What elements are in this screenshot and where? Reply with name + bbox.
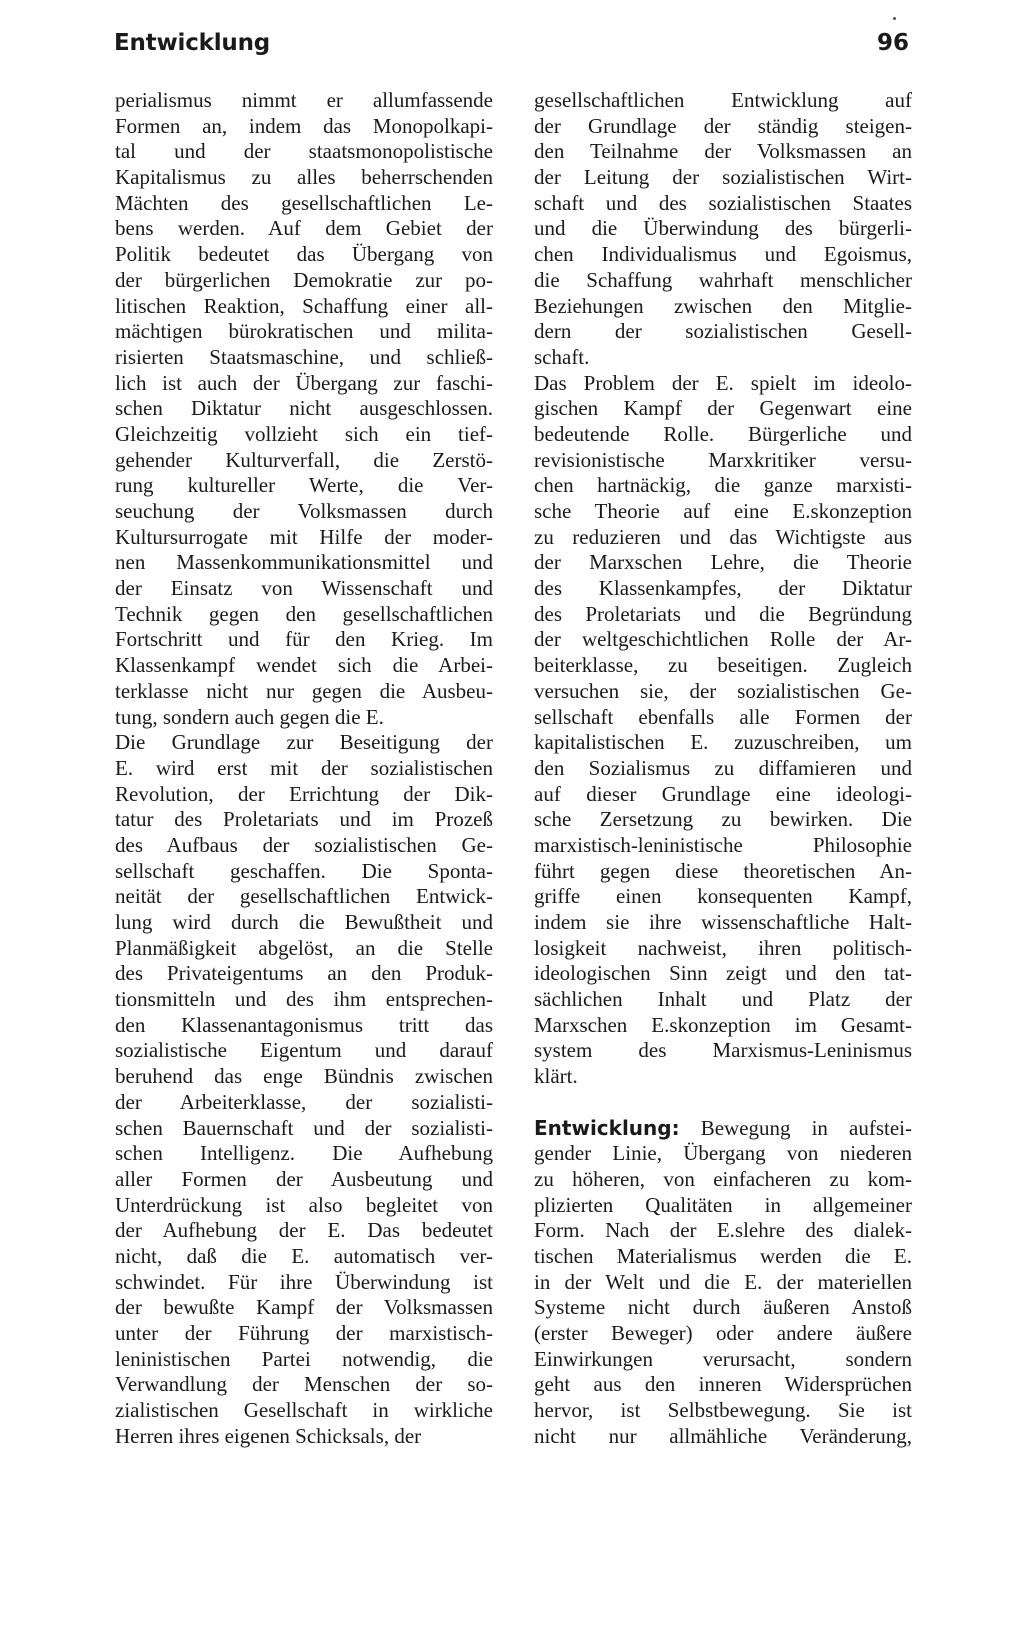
entry-headword: Entwicklung: [534, 1115, 680, 1140]
text-line: gender Linie, Übergang von niederen [534, 1141, 912, 1166]
text-line: litischen Reaktion, Schaffung einer all- [115, 293, 493, 318]
text-line: chen hartnäckig, die ganze marxisti- [534, 473, 912, 498]
print-speck [893, 17, 896, 20]
text-line: des Privateigentums an den Produk- [115, 961, 493, 986]
text-line: versuchen sie, der sozialistischen Ge- [534, 678, 912, 703]
text-line: in der Welt und die E. der materiellen [534, 1269, 912, 1294]
text-line: sche Theorie auf eine E.skonzeption [534, 499, 912, 523]
text-line: Herren ihres eigenen Schicksals, der [115, 1423, 422, 1448]
text-line: perialismus nimmt er allumfassende [115, 88, 493, 112]
text-line: schen Diktatur nicht ausgeschlossen. [115, 396, 493, 421]
text-line: Kultursurrogate mit Hilfe der moder- [115, 524, 493, 549]
text-line: schwindet. Für ihre Überwindung ist [115, 1269, 493, 1294]
text-line: seuchung der Volksmassen durch [115, 499, 493, 523]
text-line: indem sie ihre wissenschaftliche Halt- [534, 910, 912, 934]
text-line: Fortschritt und für den Krieg. Im [115, 627, 493, 652]
text-line: Formen an, indem das Monopolkapi- [115, 113, 493, 138]
text-line: der Marxschen Lehre, die Theorie [534, 550, 912, 575]
paragraph-gap [534, 1090, 912, 1116]
text-line: kapitalistischen E. zuzuschreiben, um [534, 730, 912, 755]
text-line: rung kultureller Werte, die Ver- [115, 473, 493, 498]
text-line: beruhend das enge Bündnis zwischen [115, 1064, 493, 1089]
text-line: lich ist auch der Übergang zur faschi- [115, 370, 493, 395]
text-line: der Arbeiterklasse, der sozialisti- [115, 1089, 493, 1114]
text-line: Die Grundlage zur Beseitigung der [115, 730, 493, 755]
text-line: terklasse nicht nur gegen die Ausbeu- [115, 678, 493, 703]
text-line: plizierten Qualitäten in allgemeiner [534, 1192, 912, 1217]
text-line: auf dieser Grundlage eine ideologi- [534, 781, 912, 806]
text-line: schen Bauernschaft und der sozialisti- [115, 1115, 493, 1140]
text-line: dern der sozialistischen Gesell- [534, 319, 912, 344]
text-line: des Proletariats und die Begründung [534, 601, 912, 626]
text-line: Klassenkampf wendet sich die Arbei- [115, 653, 493, 678]
text-line: leninistischen Partei notwendig, die [115, 1346, 493, 1371]
text-line: sellschaft ebenfalls alle Formen der [534, 704, 912, 729]
text-line: Unterdrückung ist also begleitet von [115, 1192, 493, 1217]
entry-first-line [534, 1116, 912, 1142]
text-line: tischen Materialismus werden die E. [534, 1243, 912, 1268]
text-line: die Schaffung wahrhaft menschlicher [534, 267, 912, 292]
text-line: hervor, ist Selbstbewegung. Sie ist [534, 1398, 912, 1423]
text-line: schen Intelligenz. Die Aufhebung [115, 1141, 493, 1166]
text-line: zu reduzieren und das Wichtigste aus [534, 524, 912, 549]
text-line: Einwirkungen verursacht, sondern [534, 1346, 912, 1371]
text-line: (erster Beweger) oder andere äußere [534, 1321, 912, 1345]
text-line: des Klassenkampfes, der Diktatur [534, 576, 912, 601]
text-line: sche Zersetzung zu bewirken. Die [534, 807, 912, 832]
running-head-keyword: Entwicklung [114, 30, 271, 56]
text-line: sächlichen Inhalt und Platz der [534, 987, 912, 1012]
text-line: gischen Kampf der Gegenwart eine [534, 396, 912, 421]
text-line: Systeme nicht durch äußeren Anstoß [534, 1295, 912, 1320]
text-line: ideologischen Sinn zeigt und den tat- [534, 961, 912, 986]
text-line: Technik gegen den gesellschaftlichen [115, 601, 493, 626]
text-line: lung wird durch die Bewußtheit und [115, 910, 493, 934]
text-line: Kapitalismus zu alles beherrschenden [115, 165, 493, 190]
text-line: chen Individualismus und Egoismus, [534, 242, 912, 267]
text-line: risierten Staatsmaschine, und schließ- [115, 344, 493, 369]
text-line: der weltgeschichtlichen Rolle der Ar- [534, 627, 912, 652]
text-line: nicht nur allmähliche Veränderung, [534, 1423, 912, 1448]
text-line: klärt. [534, 1064, 578, 1089]
text-line: den Klassenantagonismus tritt das [115, 1012, 493, 1037]
text-line: nicht, daß die E. automatisch ver- [115, 1243, 493, 1268]
text-line: nen Massenkommunikationsmittel und [115, 550, 493, 575]
text-line: system des Marxismus-Leninismus [534, 1038, 912, 1063]
right-text-column [534, 88, 912, 1449]
text-line: unter der Führung der marxistisch- [115, 1321, 493, 1345]
text-line: des Aufbaus der sozialistischen Ge- [115, 832, 493, 857]
text-line: tatur des Proletariats und im Prozeß [115, 807, 493, 832]
text-line: sozialistische Eigentum und darauf [115, 1038, 493, 1063]
text-line: beiterklasse, zu beseitigen. Zugleich [534, 653, 912, 678]
text-line: mächtigen bürokratischen und milita- [115, 319, 493, 344]
text-line: schaft. [534, 344, 590, 369]
page-number: 96 [877, 30, 910, 56]
text-line: der bürgerlichen Demokratie zur po- [115, 267, 493, 292]
text-line: der Leitung der sozialistischen Wirt- [534, 165, 912, 190]
text-line: Revolution, der Errichtung der Dik- [115, 781, 493, 806]
text-line: revisionistische Marxkritiker versu- [534, 447, 912, 472]
text-line: marxistisch-leninistische Philosophie [534, 832, 912, 857]
text-line: E. wird erst mit der sozialistischen [115, 755, 493, 780]
text-line: der Aufhebung der E. Das bedeutet [115, 1218, 493, 1243]
text-line: sellschaft geschaffen. Die Sponta- [115, 858, 493, 883]
text-line: aller Formen der Ausbeutung und [115, 1166, 493, 1191]
text-line: gehender Kulturverfall, die Zerstö- [115, 447, 493, 472]
text-line: Marxschen E.skonzeption im Gesamt- [534, 1012, 912, 1037]
text-line: der bewußte Kampf der Volksmassen [115, 1295, 493, 1320]
text-line: tung, sondern auch gegen die E. [115, 704, 384, 729]
text-line: Beziehungen zwischen den Mitglie- [534, 293, 912, 318]
text-line: Mächten des gesellschaftlichen Le- [115, 190, 493, 215]
text-line: Politik bedeutet das Übergang von [115, 242, 493, 267]
entry-first-line-text: Bewegung in aufstei- [679, 1115, 912, 1140]
left-text-column [115, 88, 493, 1449]
text-line: der Einsatz von Wissenschaft und [115, 576, 493, 601]
text-line: griffe einen konsequenten Kampf, [534, 884, 912, 909]
text-line: Form. Nach der E.slehre des dialek- [534, 1218, 912, 1243]
text-line: neität der gesellschaftlichen Entwick- [115, 884, 493, 909]
text-line: Das Problem der E. spielt im ideolo- [534, 370, 912, 395]
text-line: zu höheren, von einfacheren zu kom- [534, 1166, 912, 1191]
text-line: tal und der staatsmonopolistische [115, 139, 493, 164]
text-line: Planmäßigkeit abgelöst, an die Stelle [115, 935, 493, 960]
text-line: geht aus den inneren Widersprüchen [534, 1372, 912, 1397]
text-line: losigkeit nachweist, ihren politisch- [534, 935, 912, 960]
text-line: führt gegen diese theoretischen An- [534, 858, 912, 883]
text-line: bens werden. Auf dem Gebiet der [115, 216, 493, 241]
text-line: den Teilnahme der Volksmassen an [534, 139, 912, 164]
text-line: und die Überwindung des bürgerli- [534, 216, 912, 241]
text-line: zialistischen Gesellschaft in wirkliche [115, 1398, 493, 1423]
text-line: Gleichzeitig vollzieht sich ein tief- [115, 421, 493, 446]
text-line: den Sozialismus zu diffamieren und [534, 755, 912, 780]
text-line: bedeutende Rolle. Bürgerliche und [534, 421, 912, 446]
text-line: Verwandlung der Menschen der so- [115, 1372, 493, 1397]
text-line: schaft und des sozialistischen Staates [534, 190, 912, 215]
text-line: gesellschaftlichen Entwicklung auf [534, 88, 912, 112]
text-line: tionsmitteln und des ihm entsprechen- [115, 987, 493, 1012]
text-line: der Grundlage der ständig steigen- [534, 113, 912, 138]
